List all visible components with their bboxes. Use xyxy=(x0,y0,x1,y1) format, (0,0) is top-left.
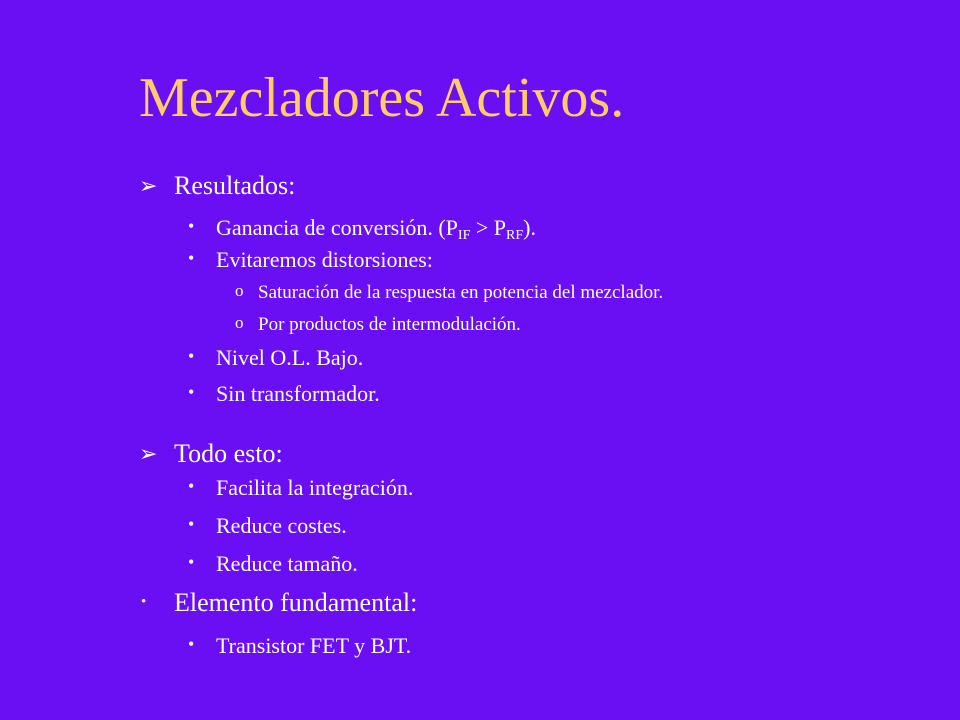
subscript-if: IF xyxy=(457,228,471,243)
arrow-bullet-icon: ➢ xyxy=(139,441,158,466)
item-productos: Por productos de intermodulación. xyxy=(258,314,521,335)
item-ganancia xyxy=(216,214,536,242)
bullet-icon: • xyxy=(188,382,195,402)
heading-elemento: Elemento fundamental: xyxy=(174,588,418,617)
item-reduce-costes: Reduce costes. xyxy=(216,513,347,538)
item-sin-transformador: Sin transformador. xyxy=(216,381,380,406)
heading-todo-esto: Todo esto: xyxy=(174,439,283,468)
item-facilita: Facilita la integración. xyxy=(216,475,414,500)
bullet-icon: • xyxy=(141,594,147,610)
item-saturacion: Saturación de la respuesta en potencia del mezclador. xyxy=(258,282,664,303)
item-nivel: Nivel O.L. Bajo. xyxy=(216,345,364,370)
ganancia-suffix: ). xyxy=(523,215,536,240)
circle-bullet-icon: o xyxy=(235,281,244,300)
subscript-rf: RF xyxy=(506,228,524,243)
bullet-icon: • xyxy=(188,216,195,236)
circle-bullet-icon: o xyxy=(235,313,244,332)
bullet-icon: • xyxy=(188,248,195,268)
item-evitaremos: Evitaremos distorsiones: xyxy=(216,247,433,272)
ganancia-prefix: Ganancia de conversión. (P xyxy=(216,215,458,240)
slide-title: Mezcladores Activos. xyxy=(139,67,625,129)
arrow-bullet-icon: ➢ xyxy=(139,173,158,198)
bullet-icon: • xyxy=(188,346,195,366)
item-transistor: Transistor FET y BJT. xyxy=(216,633,412,658)
heading-resultados: Resultados: xyxy=(174,171,296,200)
ganancia-middle: > P xyxy=(470,215,507,240)
bullet-icon: • xyxy=(188,552,195,572)
bullet-icon: • xyxy=(188,514,195,534)
bullet-icon: • xyxy=(188,476,195,496)
item-reduce-tamano: Reduce tamaño. xyxy=(216,551,358,576)
bullet-icon: • xyxy=(188,634,195,654)
